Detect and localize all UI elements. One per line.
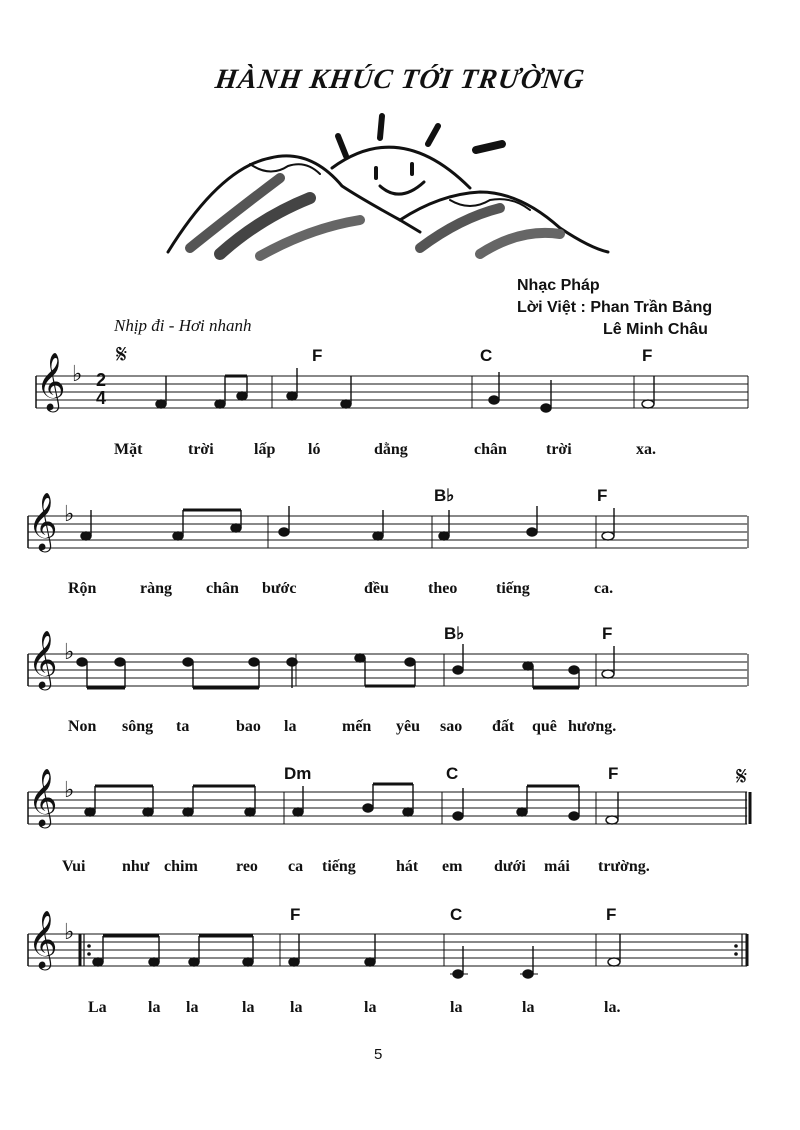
chord: B♭ — [434, 486, 455, 505]
lyric-syllable: reo — [236, 858, 258, 875]
chord: F — [608, 764, 619, 783]
lyric-syllable: theo — [428, 580, 458, 597]
chord: F — [602, 624, 613, 643]
treble-clef-icon: 𝄞 — [28, 492, 58, 550]
lyric-syllable: Vui — [62, 858, 86, 875]
staff-system-4 — [28, 784, 750, 824]
lyricist-line-1: Lời Việt : Phan Trần Bảng — [517, 299, 713, 316]
lyric-syllable: trời — [188, 441, 214, 458]
chord: F — [642, 346, 653, 365]
lyric-syllable: ló — [308, 441, 321, 458]
staff-system-5 — [28, 934, 747, 978]
lyric-syllable: ca — [288, 858, 304, 875]
lyric-syllable: trường. — [598, 858, 650, 875]
treble-clef-icon: 𝄞 — [36, 352, 66, 410]
lyric-syllable: la — [290, 999, 303, 1016]
key-signature-flat: ♭ — [64, 778, 75, 803]
segno-icon: 𝄋 — [736, 762, 748, 792]
lyric-syllable: sao — [440, 718, 463, 735]
key-signature-flat: ♭ — [72, 362, 83, 387]
lyric-syllable: mến — [342, 718, 372, 735]
page-number: 5 — [374, 1046, 383, 1063]
lyric-syllable: hương. — [568, 718, 617, 735]
music-origin: Nhạc Pháp — [517, 277, 600, 294]
lyric-syllable: la — [284, 718, 297, 735]
lyric-syllable: Mặt — [114, 441, 143, 458]
lyric-syllable: chân — [474, 441, 507, 458]
lyric-syllable: Non — [68, 718, 97, 735]
chord: F — [312, 346, 323, 365]
time-signature-bottom: 4 — [96, 388, 107, 408]
chord: C — [450, 905, 463, 924]
key-signature-flat: ♭ — [64, 502, 75, 527]
lyric-syllable: chân — [206, 580, 239, 597]
lyric-syllable: trời — [546, 441, 572, 458]
chord: C — [480, 346, 493, 365]
treble-clef-icon: 𝄞 — [28, 630, 58, 688]
lyric-syllable: tiếng — [322, 858, 356, 875]
lyric-syllable: la — [522, 999, 535, 1016]
lyric-syllable: dằng — [374, 441, 408, 458]
lyric-syllable: chim — [164, 858, 198, 875]
lyric-syllable: bước — [262, 580, 297, 597]
lyric-syllable: mái — [544, 858, 570, 875]
lyric-syllable: la — [450, 999, 463, 1016]
lyric-syllable: tiếng — [496, 580, 530, 597]
lyric-syllable: bao — [236, 718, 261, 735]
lyric-syllable: Rộn — [68, 580, 97, 597]
lyric-syllable: la — [242, 999, 255, 1016]
treble-clef-icon: 𝄞 — [28, 768, 58, 826]
lyric-syllable: la — [186, 999, 199, 1016]
lyric-syllable: ràng — [140, 580, 172, 597]
lyric-syllable: La — [88, 999, 107, 1016]
lyric-syllable: la — [364, 999, 377, 1016]
lyric-syllable: ca. — [594, 580, 614, 597]
lyric-syllable: sông — [122, 718, 154, 735]
lyric-syllable: ta — [176, 718, 190, 735]
lyric-syllable: em — [442, 858, 463, 875]
lyric-syllable: la — [148, 999, 161, 1016]
chord: C — [446, 764, 459, 783]
treble-clef-icon: 𝄞 — [28, 910, 58, 968]
lyric-syllable: xa. — [636, 441, 656, 458]
lyric-syllable: đất — [492, 718, 515, 735]
chord: B♭ — [444, 624, 465, 643]
staff-system-3 — [28, 644, 748, 688]
chord: F — [290, 905, 301, 924]
lyric-syllable: đều — [364, 580, 389, 597]
staff-system-2 — [28, 506, 748, 548]
lyric-syllable: như — [122, 858, 150, 875]
lyricist-line-2: Lê Minh Châu — [603, 321, 708, 338]
segno-icon: 𝄋 — [116, 340, 128, 370]
lyric-syllable: yêu — [396, 718, 420, 735]
key-signature-flat: ♭ — [64, 920, 75, 945]
lyric-syllable: la. — [604, 999, 621, 1016]
lyric-syllable: lấp — [254, 441, 276, 458]
key-signature-flat: ♭ — [64, 640, 75, 665]
lyric-syllable: hát — [396, 858, 419, 875]
staff-system-1 — [36, 368, 748, 412]
chord: Dm — [284, 764, 312, 783]
time-signature-top: 2 — [96, 370, 107, 390]
tempo-marking: Nhịp đi - Hơi nhanh — [114, 316, 252, 335]
song-title: HÀNH KHÚC TỚI TRƯỜNG — [213, 64, 587, 95]
lyric-syllable: quê — [532, 718, 557, 735]
chord: F — [597, 486, 608, 505]
chord: F — [606, 905, 617, 924]
lyric-syllable: dưới — [494, 858, 526, 875]
